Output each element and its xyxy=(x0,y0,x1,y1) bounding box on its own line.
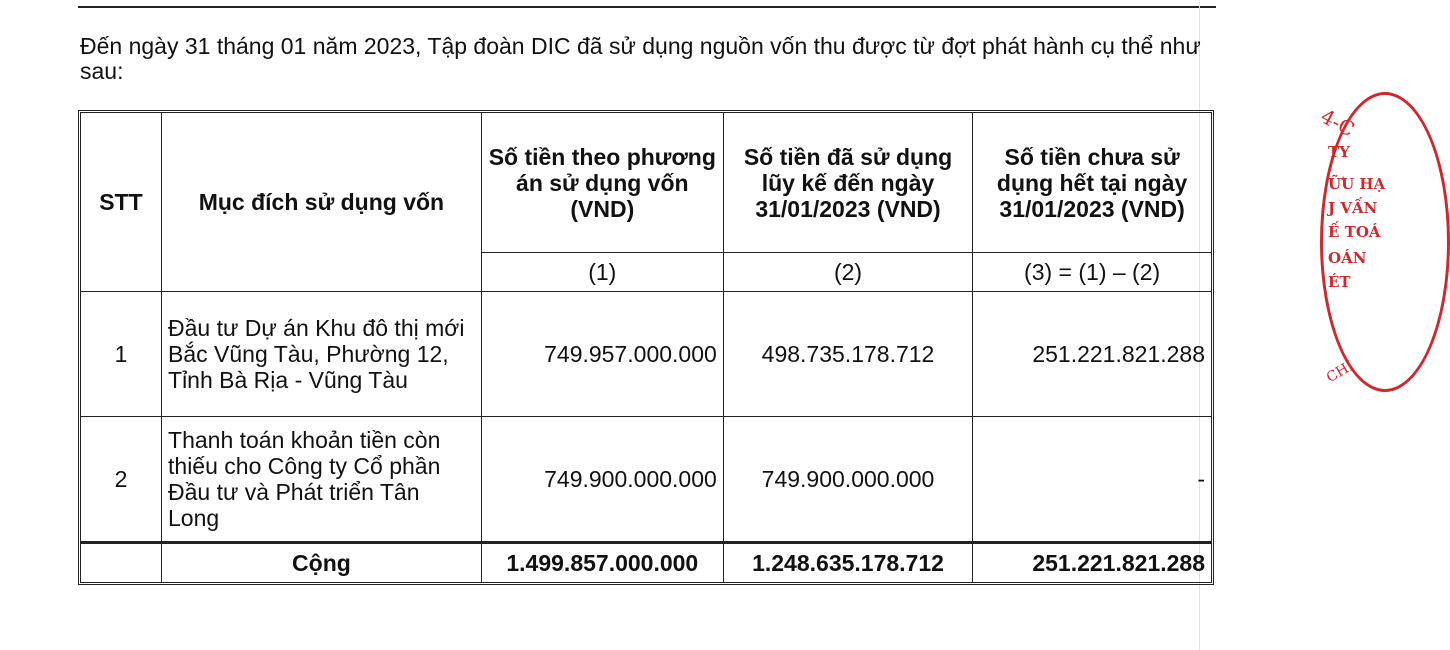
row-used: 749.900.000.000 xyxy=(724,417,973,542)
formula-remaining: (3) = (1) – (2) xyxy=(973,253,1211,292)
stamp-text: ÉT xyxy=(1328,273,1351,291)
row-remaining: 251.221.821.288 xyxy=(973,292,1211,417)
stamp-text: 4-C xyxy=(1316,104,1359,142)
header-used: Số tiền đã sử dụng lũy kế đến ngày 31/01/2023 (VND) xyxy=(724,113,973,253)
stamp-text: Ế TOÁ xyxy=(1328,223,1381,241)
capital-usage-table xyxy=(78,110,1214,585)
stamp-text: CHÍ xyxy=(1323,357,1357,387)
header-stt: STT xyxy=(81,113,162,292)
row-stt: 2 xyxy=(81,417,162,542)
row-plan: 749.957.000.000 xyxy=(482,292,724,417)
row-used: 498.735.178.712 xyxy=(724,292,973,417)
total-used: 1.248.635.178.712 xyxy=(724,542,973,582)
row-plan: 749.900.000.000 xyxy=(482,417,724,542)
total-plan: 1.499.857.000.000 xyxy=(482,542,724,582)
company-stamp xyxy=(1316,92,1430,392)
top-rule xyxy=(78,6,1216,8)
row-purpose: Thanh toán khoản tiền còn thiếu cho Công ty Cổ phần Đầu tư và Phát triển Tân Long xyxy=(162,417,482,542)
total-remaining: 251.221.821.288 xyxy=(973,542,1211,582)
stamp-text: TY xyxy=(1328,143,1350,161)
total-stt-empty xyxy=(81,542,162,582)
total-label: Cộng xyxy=(162,542,482,582)
intro-paragraph: Đến ngày 31 tháng 01 năm 2023, Tập đoàn DIC đã sử dụng nguồn vốn thu được từ đợt phát hành cụ thể như sau: xyxy=(80,33,1201,84)
row-purpose: Đầu tư Dự án Khu đô thị mới Bắc Vũng Tàu, Phường 12, Tỉnh Bà Rịa - Vũng Tàu xyxy=(162,292,482,417)
header-purpose: Mục đích sử dụng vốn xyxy=(162,113,482,292)
row-remaining: - xyxy=(973,417,1211,542)
formula-plan: (1) xyxy=(482,253,724,292)
header-plan: Số tiền theo phương án sử dụng vốn (VND) xyxy=(482,113,724,253)
total-row xyxy=(81,542,1211,582)
row-stt: 1 xyxy=(81,292,162,417)
formula-used: (2) xyxy=(724,253,973,292)
header-remaining: Số tiền chưa sử dụng hết tại ngày 31/01/2023 (VND) xyxy=(973,113,1211,253)
table-row xyxy=(81,292,1211,417)
stamp-text: ỮU HẠ xyxy=(1328,175,1386,193)
table-header-row xyxy=(81,113,1211,253)
stamp-text: OÁN xyxy=(1328,249,1367,267)
table-row xyxy=(81,417,1211,542)
stamp-text: J VẤN xyxy=(1328,199,1378,217)
